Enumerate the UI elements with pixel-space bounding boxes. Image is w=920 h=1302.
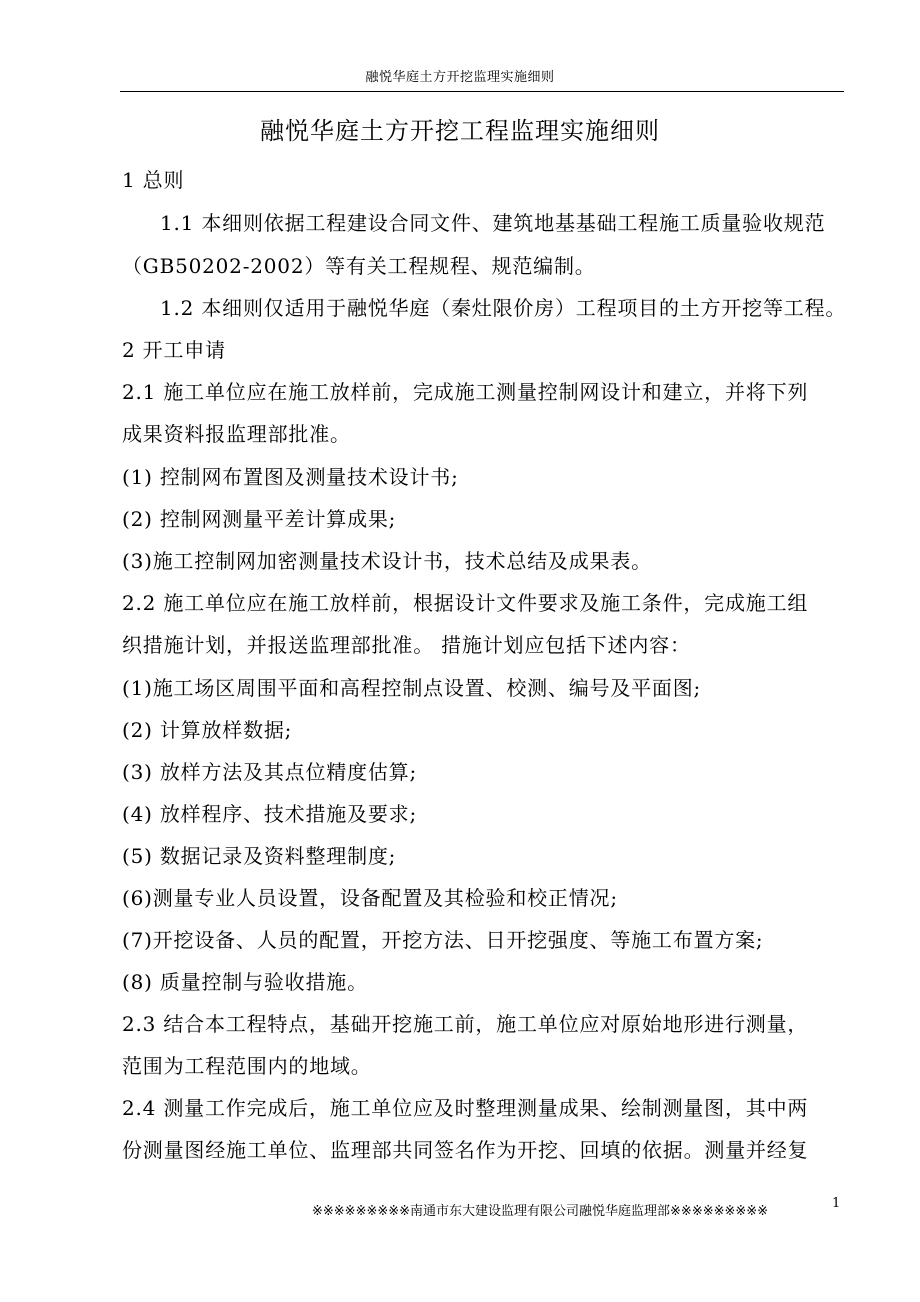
document-title: 融悦华庭土方开挖工程监理实施细则 [260,117,660,145]
list-item: (2) 计算放样数据; [122,718,293,742]
list-item: (2) 控制网测量平差计算成果; [122,507,397,531]
page-number: 1 [832,1196,841,1211]
body-line: （GB50202-2002）等有关工程规程、规范编制。 [122,254,596,278]
body-line: 范围为工程范围内的地域。 [122,1054,372,1078]
list-item: (3) 放样方法及其点位精度估算; [122,760,418,784]
list-item: (7)开挖设备、人员的配置，开挖方法、日开挖强度、等施工布置方案; [122,928,764,952]
header-rule [120,91,844,92]
page-header: 融悦华庭土方开挖监理实施细则 [365,70,555,85]
body-line: 2.4 测量工作完成后，施工单位应及时整理测量成果、绘制测量图，其中两 [122,1096,809,1120]
list-item: (5) 数据记录及资料整理制度; [122,844,397,868]
list-item: (6)测量专业人员设置，设备配置及其检验和校正情况; [122,886,618,910]
section-heading-2: 2 开工申请 [122,338,226,362]
body-line: 2.1 施工单位应在施工放样前，完成施工测量控制网设计和建立，并将下列 [122,380,809,404]
body-line: 1.2 本细则仅适用于融悦华庭（秦灶限价房）工程项目的土方开挖等工程。 [160,296,847,320]
list-item: (1) 控制网布置图及测量技术设计书; [122,465,459,489]
page-footer: ※※※※※※※※※南通市东大建设监理有限公司融悦华庭监理部※※※※※※※※※ [312,1204,769,1219]
list-item: (3)施工控制网加密测量技术设计书，技术总结及成果表。 [122,549,652,573]
body-line: 成果资料报监理部批准。 [122,422,351,446]
section-heading-1: 1 总则 [122,168,185,192]
body-line: 织措施计划，并报送监理部批准。 措施计划应包括下述内容： [122,633,691,657]
list-item: (8) 质量控制与验收措施。 [122,970,368,994]
list-item: (4) 放样程序、技术措施及要求; [122,802,418,826]
body-line: 1.1 本细则依据工程建设合同文件、建筑地基基础工程施工质量验收规范 [160,211,826,235]
body-line: 2.2 施工单位应在施工放样前，根据设计文件要求及施工条件，完成施工组 [122,591,809,615]
body-line: 份测量图经施工单位、监理部共同签名作为开挖、回填的依据。测量并经复 [122,1138,809,1162]
body-line: 2.3 结合本工程特点，基础开挖施工前，施工单位应对原始地形进行测量， [122,1012,809,1036]
list-item: (1)施工场区周围平面和高程控制点设置、校测、编号及平面图; [122,676,702,700]
